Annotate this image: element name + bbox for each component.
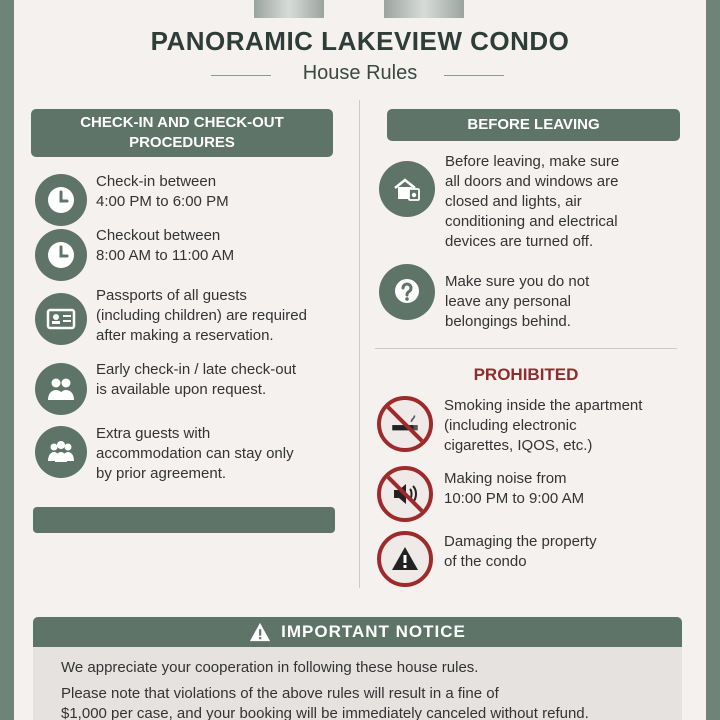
before-leaving-heading: BEFORE LEAVING [387, 109, 680, 141]
page-subtitle: House Rules [302, 62, 418, 84]
no-smoking-icon [377, 396, 433, 452]
notice-line-1: We appreciate your cooperation in following these house rules. [61, 659, 479, 676]
before-leaving-text: Before leaving, make sure all doors and windows are closed and lights, air conditioning and electrical devices are turned off. [445, 153, 620, 250]
column-divider [359, 100, 360, 588]
prohibited-heading: PROHIBITED [473, 365, 579, 384]
notice-line-3: $1,000 per case, and your booking will be immediately canceled without refund. [61, 705, 589, 720]
checkin-time-text: Check-in between 4:00 PM to 6:00 PM [96, 173, 229, 210]
passports-text: Passports of all guests (including children) are required after making a reservation. [96, 287, 307, 344]
page-title: PANORAMIC LAKEVIEW CONDO [150, 26, 570, 56]
notice-heading: IMPORTANT NOTICE [281, 622, 466, 641]
house-rules-sheet [14, 0, 706, 720]
no-smoking-text: Smoking inside the apartment (including electronic cigarettes, IQOS, etc.) [444, 397, 643, 454]
house-checklist-icon [379, 161, 435, 217]
section-divider [375, 348, 677, 349]
notice-line-2: Please note that violations of the above rules will result in a fine of [61, 685, 499, 702]
damage-text: Damaging the property of the condo [444, 533, 597, 570]
checkout-time-text: Checkout between 8:00 AM to 11:00 AM [96, 227, 235, 264]
two-people-icon [35, 363, 87, 415]
no-noise-text: Making noise from 10:00 PM to 9:00 AM [444, 470, 585, 507]
id-card-icon [35, 293, 87, 345]
notice-heading-bar [33, 617, 682, 647]
checkin-section-heading: CHECK-IN AND CHECK-OUT PROCEDURES [31, 109, 333, 157]
question-icon [379, 264, 435, 320]
clock-icon [35, 229, 87, 281]
group-icon [35, 426, 87, 478]
notice-body [33, 647, 682, 720]
warning-icon [377, 531, 433, 587]
early-checkin-text: Early check-in / late check-out is available upon request. [96, 361, 297, 398]
building-image-right [384, 0, 464, 18]
decorative-bar [33, 507, 335, 533]
no-noise-icon [377, 466, 433, 522]
building-image-left [254, 0, 324, 18]
warning-icon [249, 621, 271, 643]
extra-guests-text: Extra guests with accommodation can stay only by prior agreement. [96, 425, 294, 482]
belongings-text: Make sure you do not leave any personal belongings behind. [445, 273, 590, 330]
clock-icon [35, 174, 87, 226]
